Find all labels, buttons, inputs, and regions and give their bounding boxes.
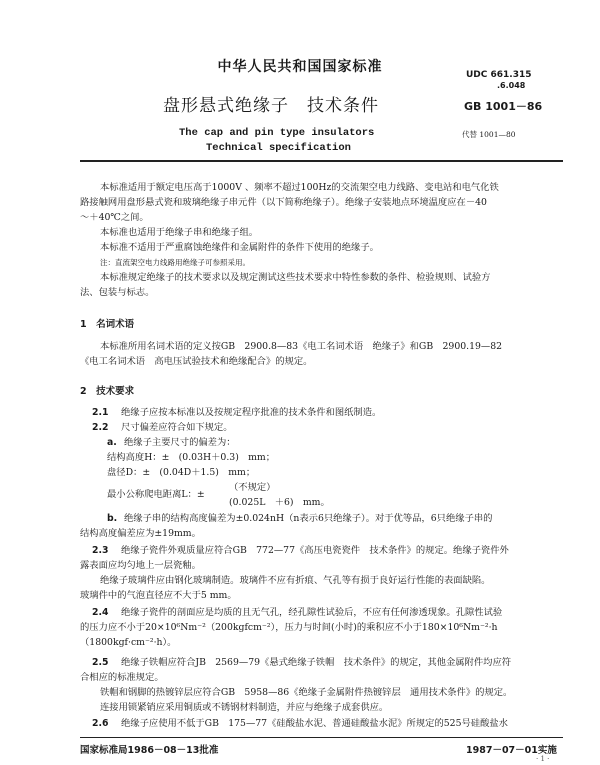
tolerance-creepage-lower: (0.025L ＋6) mm。 bbox=[229, 497, 330, 508]
clause-2-4-line2: 的压力应不小于20×10⁶Nm⁻²（200kgfcm⁻²），压力与时间(小时)的乘积应不小于180×10⁶Nm⁻²·h bbox=[80, 622, 498, 633]
clause-2-4-line1: 绝缘子瓷件的剖面应是均质的且无气孔，经孔隙性试验后，不应有任何渗透现象。孔隙性试验 bbox=[121, 607, 503, 618]
clause-2-4-line3: （1800kgf·cm⁻²·h）。 bbox=[80, 637, 177, 648]
udc-number-suffix: .6.048 bbox=[497, 81, 526, 90]
tolerance-creepage-label: 最小公称爬电距离L：± bbox=[107, 489, 205, 500]
clause-2-3-line4: 玻璃件中的气泡直径应不大于5 mm。 bbox=[80, 590, 237, 601]
clause-2-3-number: 2.3 bbox=[92, 545, 109, 556]
approval-date: 国家标准局1986－08－13批准 bbox=[80, 745, 219, 756]
clause-2-2-number: 2.2 bbox=[92, 422, 109, 433]
document-title-cn: 盘形悬式绝缘子 技术条件 bbox=[163, 96, 379, 116]
item-a-label: a. bbox=[107, 437, 117, 448]
clause-2-4-number: 2.4 bbox=[92, 607, 109, 618]
effective-date: 1987－07－01实施 bbox=[466, 745, 557, 756]
item-b-line2: 结构高度偏差应为±19mm。 bbox=[80, 528, 201, 539]
clause-2-3-line1: 绝缘子瓷件外观质量应符合GB 772—77《高压电瓷瓷件 技术条件》的规定。绝缘子瓷件外 bbox=[121, 545, 509, 556]
intro-p2: 本标准也适用于绝缘子串和绝缘子组。 bbox=[100, 227, 259, 238]
intro-p1-line2: 路接触网用盘形悬式瓷和玻璃绝缘子串元件（以下简称绝缘子）。绝缘子安装地点环境温度应在－40 bbox=[80, 197, 487, 208]
footer-divider bbox=[80, 737, 563, 738]
tolerance-diameter: 盘径D：± (0.04D＋1.5) mm； bbox=[107, 467, 256, 478]
intro-p1-line3: ～＋40℃之间。 bbox=[80, 212, 149, 223]
clause-2-1-number: 2.1 bbox=[92, 407, 109, 418]
intro-p3: 本标准不适用于严重腐蚀绝缘件和金属附件的条件下使用的绝缘子。 bbox=[100, 242, 379, 253]
document-title-en: The cap and pin type insulators bbox=[179, 127, 375, 139]
page-number: · 1 · bbox=[536, 755, 550, 763]
clause-2-2-text: 尺寸偏差应符合如下规定。 bbox=[121, 422, 233, 433]
clause-2-5-line3: 铁帽和钢脚的热镀锌层应符合GB 5958—86《绝缘子金属附件热镀锌层 通用技术条件》的规定。 bbox=[100, 687, 513, 698]
item-b-label: b. bbox=[107, 513, 118, 524]
clause-2-6-number: 2.6 bbox=[92, 718, 109, 729]
tolerance-creepage-upper: （不规定） bbox=[229, 482, 276, 493]
clause-2-3-line3: 绝缘子玻璃件应由钢化玻璃制造。玻璃件不应有折痕、气孔等有损于良好运行性能的表面缺陷。 bbox=[100, 575, 491, 586]
section-2-heading: 2 技术要求 bbox=[80, 386, 135, 397]
clause-2-5-line1: 绝缘子铁帽应符合JB 2569—79《悬式绝缘子铁帽 技术条件》的规定，其他金属附件均应符 bbox=[121, 657, 512, 668]
tolerance-height: 结构高度H：± (0.03H＋0.3) mm； bbox=[107, 452, 276, 463]
issuing-authority: 中华人民共和国国家标准 bbox=[217, 59, 383, 75]
intro-note: 注：直流架空电力线路用绝缘子可参照采用。 bbox=[100, 258, 250, 267]
item-a-text: 绝缘子主要尺寸的偏差为： bbox=[124, 437, 236, 448]
section-1-line1: 本标准所用名词术语的定义按GB 2900.8—83《电工名词术语 绝缘子》和GB 2900.19—82 bbox=[100, 341, 503, 352]
clause-2-3-line2: 露表面应均匀地上一层瓷釉。 bbox=[80, 560, 201, 571]
intro-p4-line1: 本标准规定绝缘子的技术要求以及规定测试这些技术要求中特性参数的条件、检验规则、试验方 bbox=[100, 272, 491, 283]
clause-2-5-line2: 合相应的标准规定。 bbox=[80, 672, 164, 683]
document-subtitle-en: Technical specification bbox=[206, 142, 351, 154]
section-1-line2: 《电工名词术语 高电压试验技术和绝缘配合》的规定。 bbox=[80, 356, 313, 367]
standard-number: GB 1001－86 bbox=[464, 100, 543, 113]
clause-2-5-line4: 连接用锁紧销应采用铜质或不锈钢材料制造，并应与绝缘子成套供应。 bbox=[100, 702, 389, 713]
replaces-standard: 代替 1001—80 bbox=[462, 130, 516, 139]
clause-2-6-line1: 绝缘子应使用不低于GB 175—77《硅酸盐水泥、普通硅酸盐水泥》所规定的525号硅酸盐水 bbox=[121, 718, 508, 729]
item-b-line1: 绝缘子串的结构高度偏差为±0.024nH（n表示6只绝缘子）。对于优等品，6只绝缘子串的 bbox=[124, 513, 493, 524]
udc-number: UDC 661.315 bbox=[466, 70, 532, 80]
clause-2-1-text: 绝缘子应按本标准以及按规定程序批准的技术条件和图纸制造。 bbox=[121, 407, 382, 418]
clause-2-5-number: 2.5 bbox=[92, 657, 109, 668]
header-divider bbox=[80, 160, 563, 162]
section-1-heading: 1 名词术语 bbox=[80, 319, 135, 330]
intro-p1-line1: 本标准适用于额定电压高于1000V 、频率不超过100Hz的交流架空电力线路、变电站和电气化铁 bbox=[100, 182, 499, 193]
intro-p4-line2: 法、包装与标志。 bbox=[80, 287, 155, 298]
